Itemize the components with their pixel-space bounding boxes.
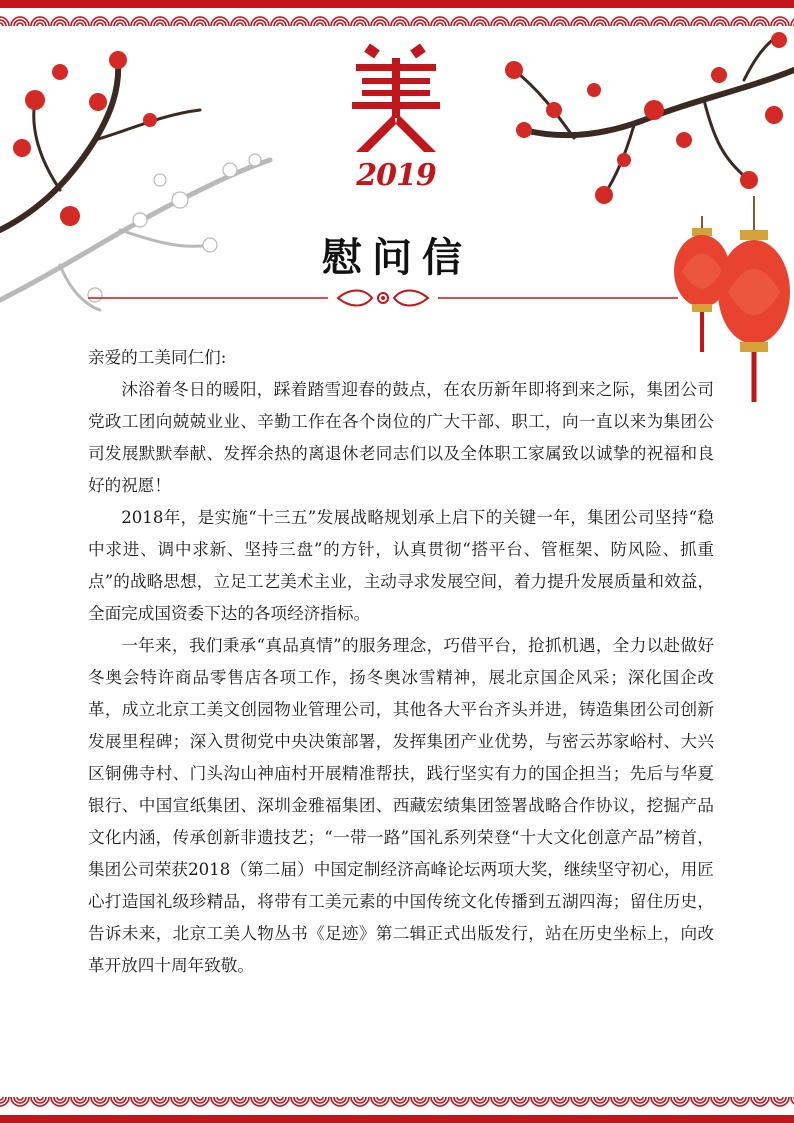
paragraph: 沐浴着冬日的暖阳，踩着踏雪迎春的鼓点，在农历新年即将到来之际，集团公司党政工团向兢兢业业、辛勤工作在各个岗位的广大干部、职工，向一直以来为集团公司发展默默奉献、发挥余热的离退休老同志们以及全体职工家属致以诚挚的祝福和良好的祝愿！ [88, 380, 714, 495]
letter-body [88, 342, 714, 982]
page-title: 慰问信 [322, 234, 472, 281]
paragraph: 2018年，是实施“十三五”发展战略规划承上启下的关键一年，集团公司坚持“稳中求进、调中求新、坚持三盘”的方针，认真贯彻“搭平台、管框架、防风险、抓重点”的战略思想，立足工艺美术主业，主动寻求发展空间，着力提升发展质量和效益，全面完成国资委下达的各项经济指标。 [88, 508, 714, 623]
ornament-divider [88, 286, 678, 310]
salutation: 亲爱的工美同仁们: [88, 348, 227, 367]
paragraph: 一年来，我们秉承“真品真情”的服务理念，巧借平台，抢抓机遇，全力以赴做好冬奥会特许商品零售店各项工作，扬冬奥冰雪精神，展北京国企风采；深化国企改革，成立北京工美文创园物业管理公司，其他各大平台齐头并进，铸造集团公司创新发展里程碑；深入贯彻党中央决策部署，发挥集团产业优势，与密云苏家峪村、大兴区铜佛寺村、门头沟山神庙村开展精准帮扶，践行坚实有力的国企担当；先后与华夏银行、中国宣纸集团、深圳金雅福集团、西藏宏绩集团签署战略合作协议，挖掘产品文化内涵，传承创新非遗技艺；“一带一路”国礼系列荣登“十大文化创意产品”榜首，集团公司荣获2018（第二届）中国定制经济高峰论坛两项大奖，继续坚守初心，用匠心打造国礼级珍精品，将带有工美元素的中国传统文化传播到五湖四海；留住历史，告诉未来，北京工美人物丛书《足迹》第二辑正式出版发行，站在历史坐标上，向改革开放四十周年致敬。 [88, 636, 714, 975]
mei-emblem-icon [348, 40, 444, 156]
logo-year: 2019 [356, 158, 436, 193]
bottom-wave-border [0, 1097, 794, 1123]
company-logo [348, 40, 444, 200]
